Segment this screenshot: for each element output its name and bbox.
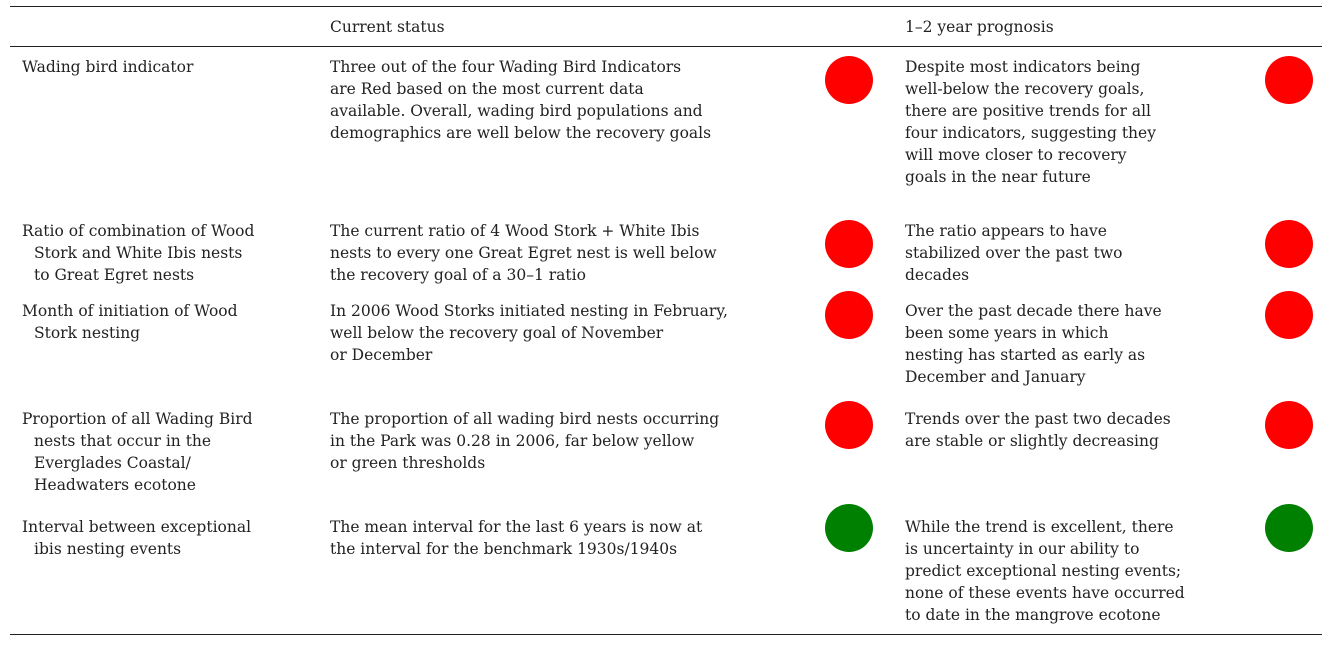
prognosis-line: stabilized over the past two	[905, 244, 1123, 262]
prognosis-line: predict exceptional nesting events;	[905, 562, 1182, 580]
current-status-line: are Red based on the most current data	[330, 80, 644, 98]
current-status-line: or December	[330, 346, 433, 364]
indicator-label-line: nests that occur in the	[34, 432, 212, 450]
current-status-line: the recovery goal of a 30–1 ratio	[330, 266, 586, 284]
prognosis-line: to date in the mangrove ecotone	[905, 606, 1161, 624]
prognosis-line: four indicators, suggesting they	[905, 124, 1156, 142]
prognosis-indicator-dot	[1265, 504, 1313, 552]
prognosis-line: been some years in which	[905, 324, 1109, 342]
prognosis-line: are stable or slightly decreasing	[905, 432, 1159, 450]
header-prognosis: 1–2 year prognosis	[905, 18, 1054, 36]
indicator-label-line: Headwaters ecotone	[34, 476, 196, 494]
current-status-indicator-dot	[825, 56, 873, 104]
prognosis-text	[905, 300, 1162, 388]
current-status-line: or green thresholds	[330, 454, 486, 472]
prognosis-line: Trends over the past two decades	[905, 410, 1171, 428]
prognosis-text	[905, 56, 1156, 188]
current-status-text	[330, 300, 728, 366]
indicator-label-line: Stork and White Ibis nests	[34, 244, 243, 262]
indicator-label-line: Interval between exceptional	[22, 518, 252, 536]
indicator-label-line: ibis nesting events	[34, 540, 182, 558]
indicator-label	[22, 516, 251, 560]
current-status-line: The current ratio of 4 Wood Stork + White Ibis	[330, 222, 700, 240]
prognosis-indicator-dot	[1265, 401, 1313, 449]
prognosis-line: none of these events have occurred	[905, 584, 1185, 602]
prognosis-line: decades	[905, 266, 970, 284]
indicator-label-line: Proportion of all Wading Bird	[22, 410, 253, 428]
current-status-indicator-dot	[825, 504, 873, 552]
prognosis-indicator-dot	[1265, 56, 1313, 104]
prognosis-line: The ratio appears to have	[905, 222, 1107, 240]
prognosis-indicator-dot	[1265, 220, 1313, 268]
current-status-line: available. Overall, wading bird populations and	[330, 102, 703, 120]
prognosis-line: goals in the near future	[905, 168, 1091, 186]
current-status-indicator-dot	[825, 401, 873, 449]
indicator-label-line: Ratio of combination of Wood	[22, 222, 255, 240]
prognosis-line: there are positive trends for all	[905, 102, 1152, 120]
header-current-status: Current status	[330, 18, 445, 36]
current-status-text	[330, 220, 717, 286]
prognosis-line: Over the past decade there have	[905, 302, 1162, 320]
current-status-text	[330, 408, 719, 474]
indicator-label-line: Wading bird indicator	[22, 58, 194, 76]
indicator-label-line: to Great Egret nests	[34, 266, 195, 284]
prognosis-line: December and January	[905, 368, 1086, 386]
current-status-line: in the Park was 0.28 in 2006, far below yellow	[330, 432, 695, 450]
current-status-line: The proportion of all wading bird nests occurring	[330, 410, 720, 428]
prognosis-line: well-below the recovery goals,	[905, 80, 1145, 98]
prognosis-line: While the trend is excellent, there	[905, 518, 1174, 536]
prognosis-line: is uncertainty in our ability to	[905, 540, 1140, 558]
indicator-label	[22, 220, 254, 286]
current-status-text	[330, 56, 711, 144]
prognosis-indicator-dot	[1265, 291, 1313, 339]
current-status-line: well below the recovery goal of November	[330, 324, 664, 342]
prognosis-line: Despite most indicators being	[905, 58, 1141, 76]
prognosis-text	[905, 220, 1122, 286]
indicator-label-line: Stork nesting	[34, 324, 141, 342]
table-header-rule	[10, 46, 1322, 47]
prognosis-text	[905, 516, 1185, 626]
current-status-line: In 2006 Wood Storks initiated nesting in February,	[330, 302, 728, 320]
current-status-line: nests to every one Great Egret nest is well below	[330, 244, 717, 262]
prognosis-text	[905, 408, 1171, 452]
indicator-label-line: Everglades Coastal/	[34, 454, 191, 472]
current-status-line: the interval for the benchmark 1930s/1940s	[330, 540, 678, 558]
indicator-label	[22, 300, 238, 344]
indicator-label	[22, 56, 193, 78]
table-bottom-rule	[10, 634, 1322, 635]
current-status-line: Three out of the four Wading Bird Indicators	[330, 58, 682, 76]
indicator-label	[22, 408, 253, 496]
current-status-text	[330, 516, 702, 560]
table-top-rule	[10, 6, 1322, 7]
indicator-label-line: Month of initiation of Wood	[22, 302, 238, 320]
prognosis-line: will move closer to recovery	[905, 146, 1127, 164]
current-status-line: The mean interval for the last 6 years is now at	[330, 518, 703, 536]
prognosis-line: nesting has started as early as	[905, 346, 1146, 364]
current-status-indicator-dot	[825, 291, 873, 339]
current-status-indicator-dot	[825, 220, 873, 268]
current-status-line: demographics are well below the recovery goals	[330, 124, 712, 142]
